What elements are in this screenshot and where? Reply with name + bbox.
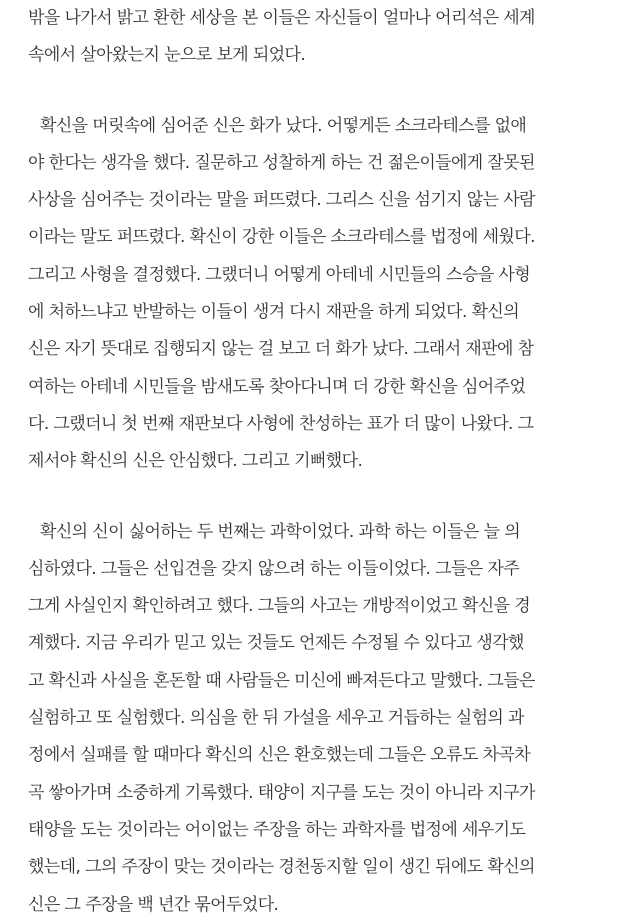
paragraph-1 xyxy=(28,0,608,75)
text-line: 에 처하느냐고 반발하는 이들이 생겨 다시 재판을 하게 되었다. 확신의 xyxy=(28,302,520,323)
text-line: 사상을 심어주는 것이라는 말을 퍼뜨렸다. 그리스 신을 섬기지 않는 사람 xyxy=(28,190,535,211)
text-line: 밖을 나가서 밝고 환한 세상을 본 이들은 자신들이 얼마나 어리석은 세계 xyxy=(28,8,535,28)
text-line: 신은 자기 뜻대로 집행되지 않는 걸 보고 더 화가 났다. 그래서 재판에 참 xyxy=(28,339,534,360)
text-line: 야 한다는 생각을 했다. 질문하고 성찰하게 하는 건 젊은이들에게 잘못된 xyxy=(28,152,535,173)
text-line: 계했다. 지금 우리가 믿고 있는 것들도 언제든 수정될 수 있다고 생각했 xyxy=(28,633,524,654)
text-line: 속에서 살아왔는지 눈으로 보게 되었다. xyxy=(28,45,306,66)
text-line: 그리고 사형을 결정했다. 그랬더니 어떻게 아테네 시민들의 스승을 사형 xyxy=(28,264,531,285)
text-line: 곡 쌓아가며 소중하게 기록했다. 태양이 지구를 도는 것이 아니라 지구가 xyxy=(28,782,535,803)
text-line: 확신을 머릿속에 심어준 신은 화가 났다. 어떻게든 소크라테스를 없애 xyxy=(40,115,527,136)
text-line: 했는데, 그의 주장이 맞는 것이라는 경천동지할 일이 생긴 뒤에도 확신의 xyxy=(28,857,535,878)
text-line: 이라는 말도 퍼뜨렸다. 확신이 강한 이들은 소크라테스를 법정에 세웠다. xyxy=(28,227,535,248)
text-line: 신은 그 주장을 백 년간 묶어두었다. xyxy=(28,894,279,915)
article-body xyxy=(28,0,608,924)
text-line: 다. 그랬더니 첫 번째 재판보다 사형에 찬성하는 표가 더 많이 나왔다. 그 xyxy=(28,413,534,434)
text-line: 여하는 아테네 시민들을 밤새도록 찾아다니며 더 강한 확신을 심어주었 xyxy=(28,376,526,397)
text-line: 제서야 확신의 신은 안심했다. 그리고 기뻐했다. xyxy=(28,451,363,472)
text-line: 태양을 도는 것이라는 어이없는 주장을 하는 과학자를 법정에 세우기도 xyxy=(28,819,526,840)
text-line: 그게 사실인지 확인하려고 했다. 그들의 사고는 개방적이었고 확신을 경 xyxy=(28,596,531,617)
text-line: 확신의 신이 싫어하는 두 번째는 과학이었다. 과학 하는 이들은 늘 의 xyxy=(40,521,521,542)
paragraph-2 xyxy=(28,108,608,481)
text-line: 고 확신과 사실을 혼돈할 때 사람들은 미신에 빠져든다고 말했다. 그들은 xyxy=(28,670,535,691)
text-line: 실험하고 또 실험했다. 의심을 한 뒤 가설을 세우고 거듭하는 실험의 과 xyxy=(28,708,524,729)
text-line: 심하였다. 그들은 선입견을 갖지 않으려 하는 이들이었다. 그들은 자주 xyxy=(28,558,520,579)
text-line: 정에서 실패를 할 때마다 확신의 신은 환호했는데 그들은 오류도 차곡차 xyxy=(28,745,531,766)
paragraph-3 xyxy=(28,514,608,924)
